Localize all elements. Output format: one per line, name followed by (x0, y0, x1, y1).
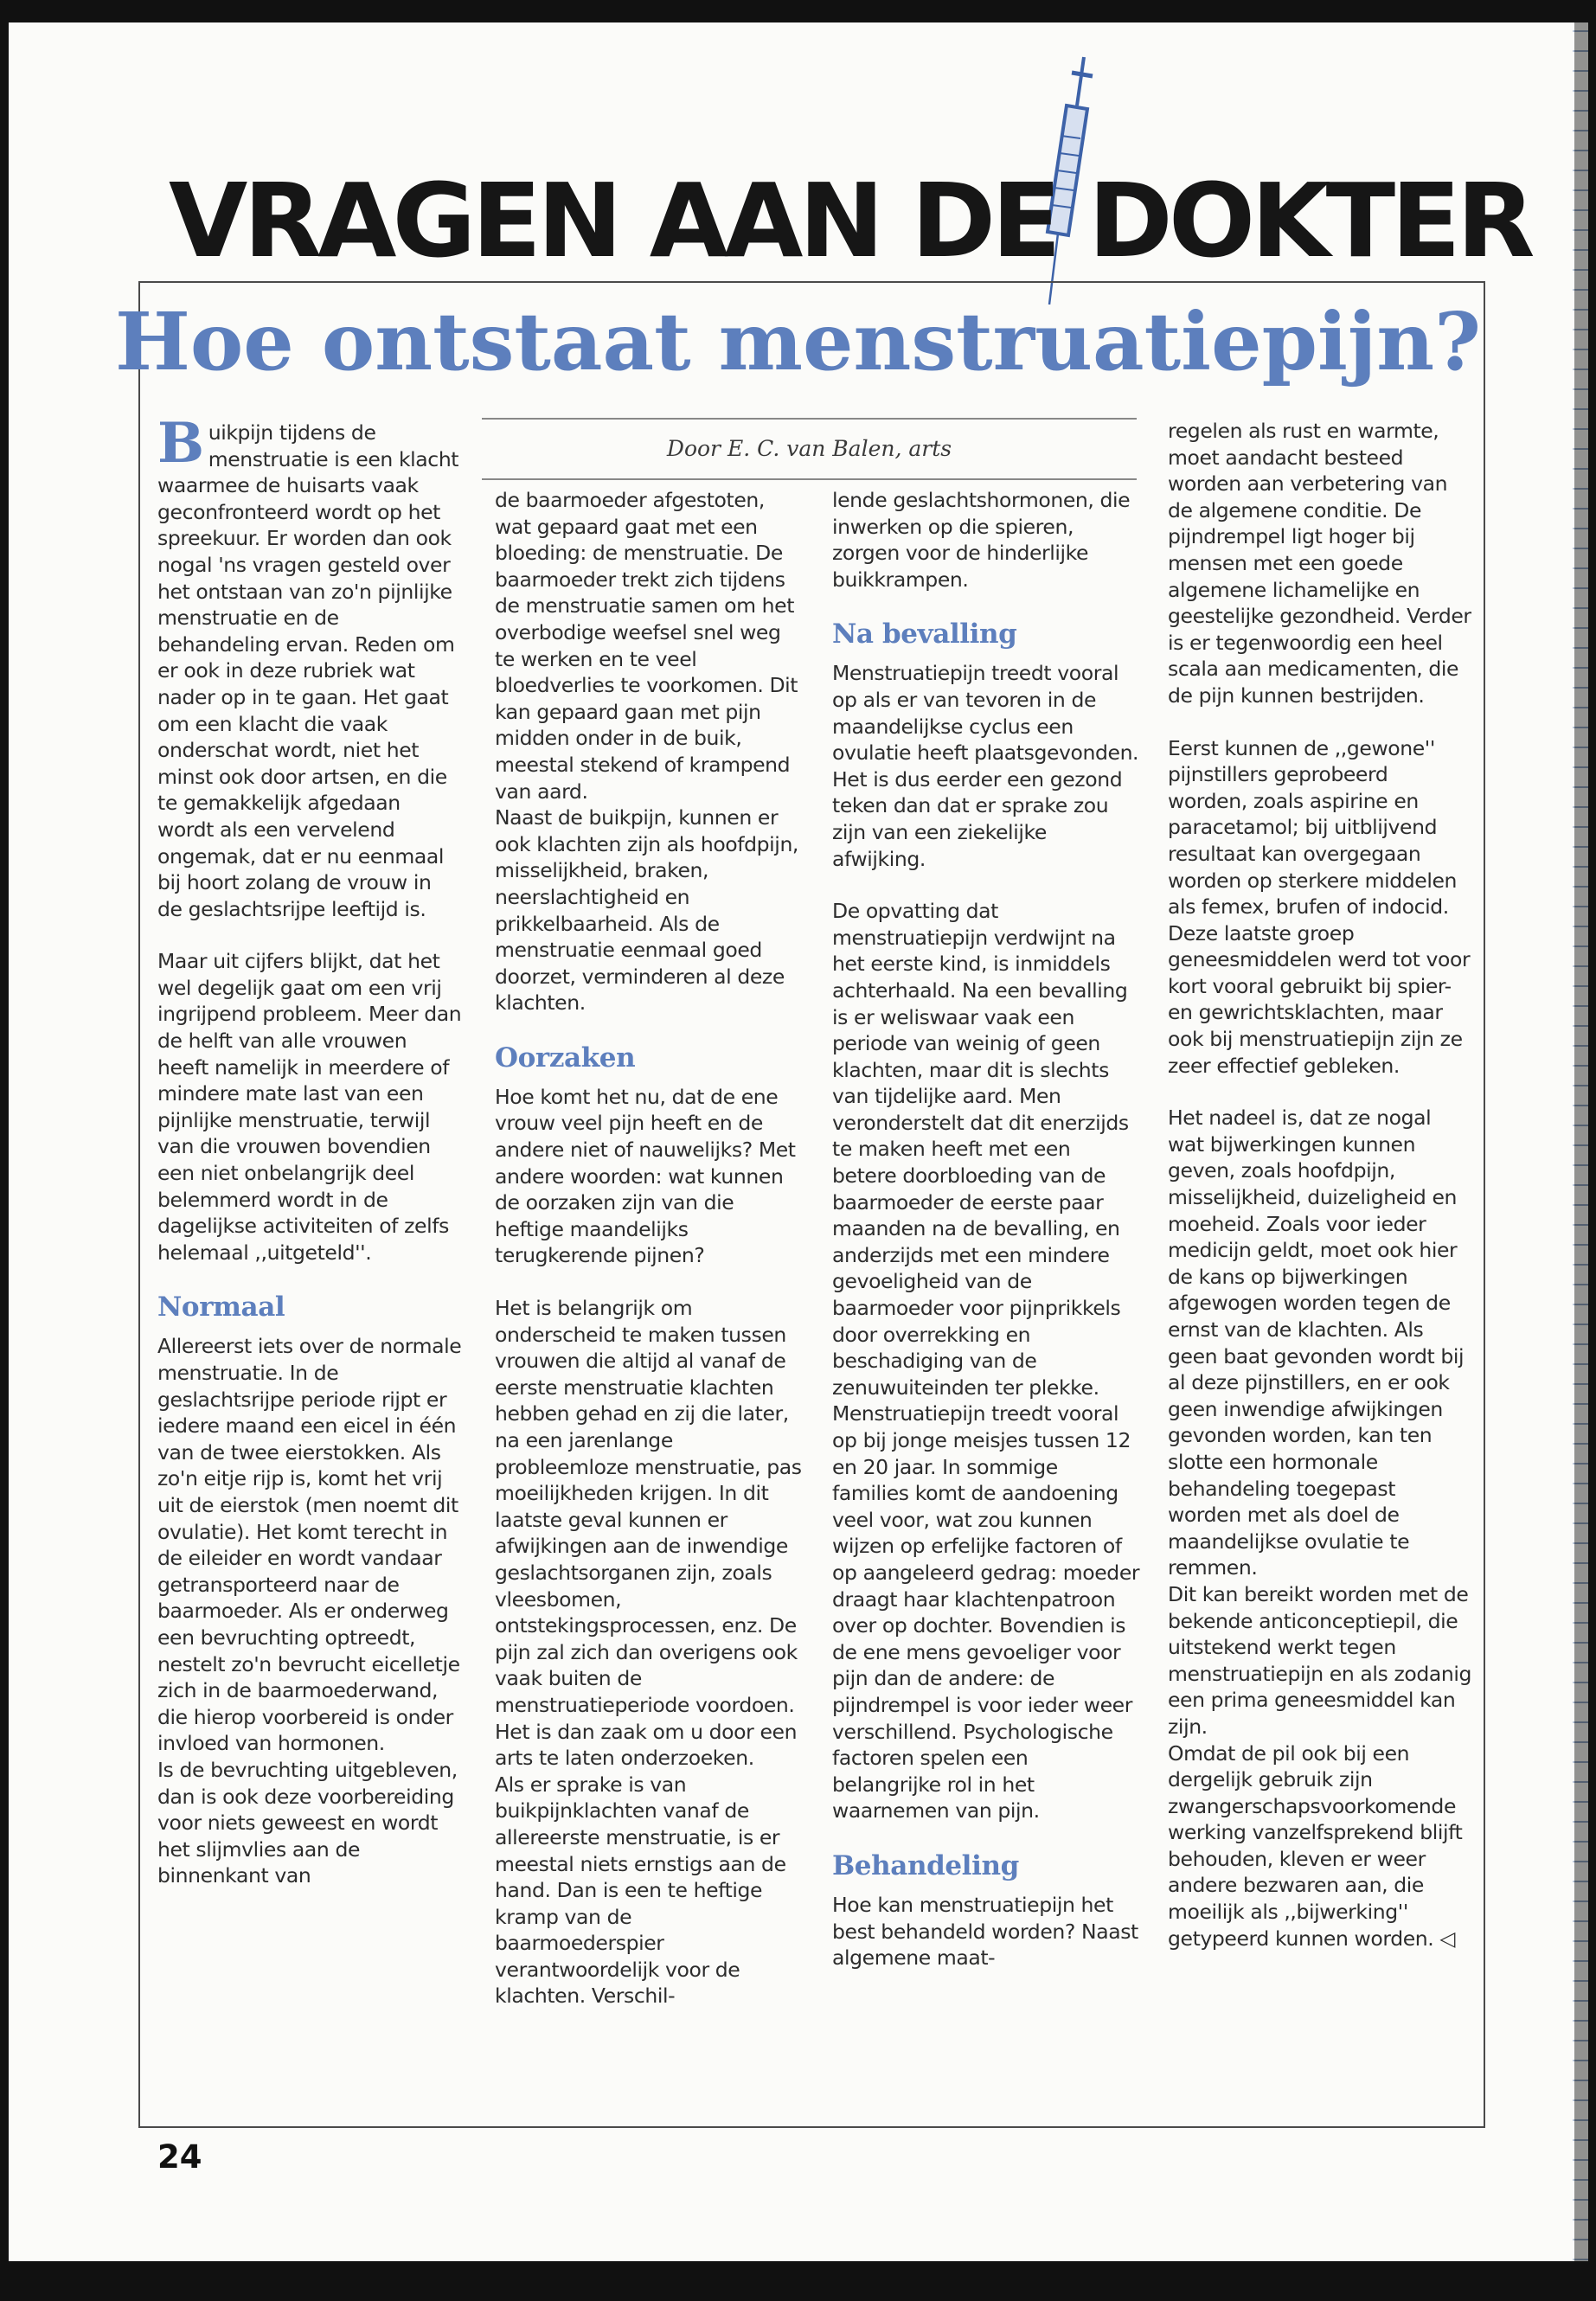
paragraph: Menstruatiepijn treedt vooral op als er van tevoren in de maandelijkse cyclus een ovulatie heeft plaatsgevonden. Het is dus eerder een gezond teken dan dat er sprake zou zijn van een ziekelijke afwijking. (832, 661, 1139, 871)
paragraph: lende geslachtshormonen, die inwerken op die spieren, zorgen voor de hinderlijke buikkrampen. (832, 488, 1131, 592)
paragraph: Eerst kunnen de ,,gewone'' pijnstillers geprobeerd worden, zoals aspirine en paracetamol; bij uitblijvend resultaat kan overgegaan worden op sterkere middelen als femex, brufen of indocid. Deze laatste groep geneesmiddelen werd tot voor kort vooral gebruikt bij spier- en gewrichtsklachten, maar ook bij menstruatiepijn zijn ze zeer effectief gebleken. (1168, 735, 1471, 1078)
paragraph: Omdat de pil ook bij een dergelijk gebruik zijn zwangerschapsvoorkomende werking vanzelfsprekend blijft behouden, kleven er weer andere bezwaren aan, die moeilijk als ,,bijwerking'' getypeerd kunnen worden. ◁ (1168, 1740, 1463, 1951)
paragraph: Het is belangrijk om onderscheid te maken tussen vrouwen die altijd al vanaf de eerste menstruatie klachten hebben gehad en zij die later, na een jarenlange probleemloze menstruatie, pas moeilijkheden krijgen. In dit laatste geval kunnen er afwijkingen aan de inwendige geslachtsorganen zijn, zoals vleesbomen, ontstekingsprocessen, enz. De pijn zal zich dan overigens ook vaak buiten de menstruatieperiode voordoen. Het is dan zaak om u door een arts te laten onderzoeken. (495, 1296, 802, 1771)
subheading-oorzaken: Oorzaken (495, 1042, 636, 1074)
paragraph: Hoe kan menstruatiepijn het best behandeld worden? Naast algemene maat- (832, 1892, 1138, 1971)
byline: Door E. C. van Balen, arts (482, 418, 1137, 480)
column-1 (157, 411, 462, 1889)
paragraph: Is de bevruchting uitgebleven, dan is ook deze voorbereiding voor niets geweest en wordt het slijmvlies aan de binnenkant van (157, 1757, 458, 1888)
column-4 (1168, 418, 1472, 1952)
intro-paragraph: Buikpijn tijdens de menstruatie is een klacht waarmee de huisarts vaak geconfronteerd wordt op het spreekuur. Er worden dan ook nogal 'ns vragen gesteld over het ontstaan van zo'n pijnlijke menstruatie en de behandeling ervan. Reden om er ook in deze rubriek wat nader op in te gaan. Het gaat om een klacht die vaak onderschat wordt, niet het minst ook door artsen, en die te gemakkelijk afgedaan wordt als een vervelend ongemak, dat er nu eenmaal bij hoort zolang de vrouw in de geslachtsrijpe leeftijd is. (157, 411, 459, 921)
paragraph: Naast de buikpijn, kunnen er ook klachten zijn als hoofdpijn, misselijkheid, braken, neerslachtigheid en prikkelbaarheid. Als de menstruatie eenmaal goed doorzet, verminderen al deze klachten. (495, 805, 799, 1016)
drop-cap: B (157, 411, 204, 476)
column-headline: VRAGEN AAN DE DOKTER (169, 161, 1531, 280)
subheading-normaal: Normaal (157, 1292, 285, 1324)
column-3 (832, 487, 1140, 1971)
article-title: Hoe ontstaat menstruatiepijn? (114, 295, 1481, 388)
paragraph: Als er sprake is van buikpijnklachten vanaf de allereerste menstruatie, is er meestal niets ernstigs aan de hand. Dan is een te heftige kramp van de baarmoederspier verantwoordelijk voor de klachten. Verschil- (495, 1772, 786, 2009)
paragraph: Hoe komt het nu, dat de ene vrouw veel pijn heeft en de andere niet of nauwelijks? Met andere woorden: wat kunnen de oorzaken zijn van die heftige maandelijks terugkerende pijnen? (495, 1084, 796, 1268)
paragraph: Maar uit cijfers blijkt, dat het wel degelijk gaat om een vrij ingrijpend probleem. Meer dan de helft van alle vrouwen heeft namelijk in meerdere of mindere mate last van een pijnlijke menstruatie, terwijl van die vrouwen bovendien een niet onbelangrijk deel belemmerd wordt in de dagelijkse activiteiten of zelfs helemaal ,,uitgeteld''. (157, 949, 462, 1265)
paragraph: Dit kan bereikt worden met de bekende anticonceptiepil, die uitstekend werkt tegen menstruatiepijn en als zodanig een prima geneesmiddel kan zijn. (1168, 1581, 1472, 1739)
paragraph: regelen als rust en warmte, moet aandacht besteed worden aan verbetering van de algemene conditie. De pijndrempel ligt hoger bij mensen met een goede algemene lichamelijke en geestelijke gezondheid. Verder is er tegenwoordig een heel scala aan medicamenten, die de pijn kunnen bestrijden. (1168, 419, 1471, 708)
page-number: 24 (157, 2138, 202, 2176)
paragraph: Het nadeel is, dat ze nogal wat bijwerkingen kunnen geven, zoals hoofdpijn, misselijkheid, duizeligheid en moeheid. Zoals voor ieder medicijn geldt, moet ook hier de kans op bijwerkingen afgewogen worden tegen de ernst van de klachten. Als geen baat gevonden wordt bij al deze pijnstillers, en er ook geen inwendige afwijkingen gevonden worden, kan ten slotte een hormonale behandeling toegepast worden met als doel de maandelijkse ovulatie te remmen. (1168, 1106, 1465, 1580)
paragraph: De opvatting dat menstruatiepijn verdwijnt na het eerste kind, is inmiddels achterhaald. Na een bevalling is er weliswaar vaak een periode van weinig of geen klachten, maar dit is slechts van tijdelijke aard. Men veronderstelt dat dit enerzijds te maken heeft met een betere doorbloeding van de baarmoeder de eerste paar maanden na de bevalling, en anderzijds met een mindere gevoeligheid van de baarmoeder voor pijnprikkels door overrekking en beschadiging van de zenuwuiteinden ter plekke. (832, 899, 1129, 1400)
paragraph: Allereerst iets over de normale menstruatie. In de geslachtsrijpe periode rijpt er iedere maand een eicel in één van de twee eierstokken. Als zo'n eitje rijp is, komt het vrij uit de eierstok (men noemt dit ovulatie). Het komt terecht in de eileider en wordt vandaar getransporteerd naar de baarmoeder. Als er onderweg een bevruchting optreedt, nestelt zo'n bevrucht eicelletje zich in de baarmoederwand, die hierop voorbereid is onder invloed van hormonen. (157, 1334, 462, 1756)
subheading-na-bevalling: Na bevalling (832, 619, 1017, 651)
subheading-behandeling: Behandeling (832, 1849, 1019, 1881)
column-2 (495, 487, 806, 2009)
paragraph: Menstruatiepijn treedt vooral op bij jonge meisjes tussen 12 en 20 jaar. In sommige families komt de aandoening veel voor, wat zou kunnen wijzen op erfelijke factoren of op aangeleerd gedrag: moeder draagt haar klachtenpatroon over op dochter. Bovendien is de ene mens gevoeliger voor pijn dan de andere: de pijndrempel is voor ieder weer verschillend. Psychologische factoren spelen een belangrijke rol in het waarnemen van pijn. (832, 1401, 1140, 1823)
paragraph: de baarmoeder afgestoten, wat gepaard gaat met een bloeding: de menstruatie. De baarmoeder trekt zich tijdens de menstruatie samen om het overbodige weefsel snel weg te werken en te veel bloedverlies te voorkomen. Dit kan gepaard gaan met pijn midden onder in de buik, meestal stekend of krampend van aard. (495, 488, 798, 804)
